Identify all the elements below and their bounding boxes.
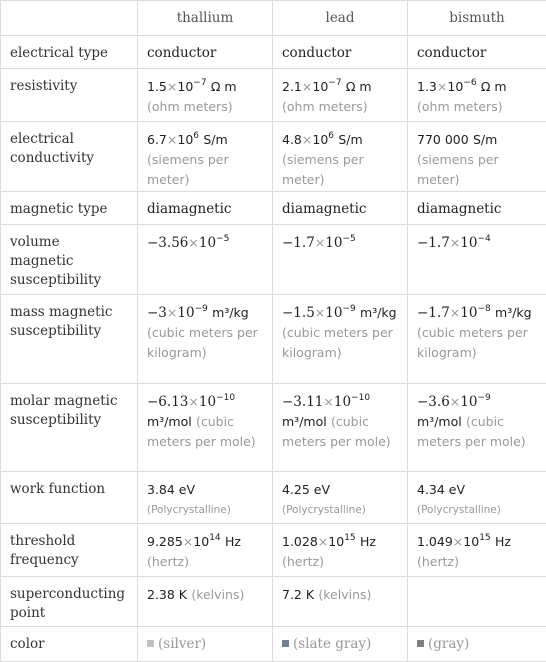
mantissa: −1.7 xyxy=(417,235,450,251)
unit: Hz xyxy=(225,534,241,549)
table-row xyxy=(1,36,546,69)
unit-note: (cubic meters per mole) xyxy=(282,414,391,449)
exponent: −8 xyxy=(477,304,490,314)
value-cell: $-1.5\times 10^{-9}$ m³/kg (cubic meters per kilogram) xyxy=(273,295,408,384)
value-cell xyxy=(408,122,546,192)
mantissa: 1.049 xyxy=(417,534,453,549)
exponent: −5 xyxy=(216,234,229,244)
row-label: electrical type xyxy=(1,36,138,69)
table-row xyxy=(1,384,546,472)
unit-note: (cubic meters per mole) xyxy=(147,414,256,449)
row-label: electrical conductivity xyxy=(1,122,138,192)
value-cell: $-1.7\times 10^{-4}$ xyxy=(408,225,546,295)
mantissa: −1.7 xyxy=(282,235,315,251)
color-name: (slate gray) xyxy=(293,636,371,652)
mantissa: −3 xyxy=(147,305,167,321)
color-swatch xyxy=(417,640,424,647)
mantissa: 1.028 xyxy=(282,534,318,549)
value-cell xyxy=(408,36,546,69)
empty-cell xyxy=(408,577,546,627)
value-cell: $-6.13\times 10^{-10}$ m³/mol (cubic meters per mole) xyxy=(138,384,273,472)
exponent: −9 xyxy=(477,393,490,403)
exponent: 14 xyxy=(209,533,220,543)
exponent: 15 xyxy=(344,533,355,543)
row-label: resistivity xyxy=(1,69,138,122)
value-cell xyxy=(138,577,273,627)
value-cell: $2.1\times 10^{-7}$ Ω m (ohm meters) xyxy=(273,69,408,122)
unit-note: (ohm meters) xyxy=(147,99,233,114)
unit: Ω m xyxy=(211,79,237,94)
value-text: conductor xyxy=(147,45,216,61)
unit-note: (cubic meters per kilogram) xyxy=(147,325,258,360)
exponent: −5 xyxy=(342,234,355,244)
table-row xyxy=(1,577,546,627)
unit: S/m xyxy=(473,132,497,147)
value-cell xyxy=(138,472,273,524)
color-name: (silver) xyxy=(158,636,206,652)
mantissa: 1.5 xyxy=(147,79,167,94)
table-row xyxy=(1,472,546,524)
unit: m³/kg xyxy=(212,305,249,320)
unit-note: (hertz) xyxy=(147,554,189,569)
unit-note: (kelvins) xyxy=(318,587,371,602)
unit: S/m xyxy=(203,132,227,147)
value-text: diamagnetic xyxy=(147,201,232,217)
value-cell: $1.028\times 10^{15}$ Hz (hertz) xyxy=(273,524,408,577)
value-text: 7.2 K xyxy=(282,587,314,602)
mantissa: 1.3 xyxy=(417,79,437,94)
value-text: 4.25 eV xyxy=(282,482,330,497)
unit: m³/kg xyxy=(360,305,397,320)
value-cell xyxy=(273,577,408,627)
unit-note: (ohm meters) xyxy=(282,99,368,114)
mantissa: −3.56 xyxy=(147,235,188,251)
value-cell xyxy=(138,36,273,69)
color-swatch xyxy=(147,640,154,647)
value-cell xyxy=(408,192,546,225)
unit-note: (siemens per meter) xyxy=(147,152,229,187)
value-text: 2.38 K xyxy=(147,587,187,602)
exponent: −7 xyxy=(328,78,341,88)
unit-note: (ohm meters) xyxy=(417,99,503,114)
mantissa: −1.5 xyxy=(282,305,315,321)
value-text: 770 000 xyxy=(417,132,469,147)
row-label: superconducting point xyxy=(1,577,138,627)
column-header: bismuth xyxy=(408,1,546,36)
unit-note: (Polycrystalline) xyxy=(282,504,366,516)
unit-note: (Polycrystalline) xyxy=(417,504,501,516)
unit: Hz xyxy=(360,534,376,549)
unit: Ω m xyxy=(346,79,372,94)
unit-note: (cubic meters per kilogram) xyxy=(417,325,528,360)
value-cell: $9.285\times 10^{14}$ Hz (hertz) xyxy=(138,524,273,577)
table-row xyxy=(1,122,546,192)
mantissa: −3.11 xyxy=(282,394,323,410)
unit-note: (siemens per meter) xyxy=(417,152,499,187)
table-row xyxy=(1,627,546,662)
row-label: mass magnetic susceptibility xyxy=(1,295,138,384)
value-cell xyxy=(273,192,408,225)
value-cell: $-3.11\times 10^{-10}$ m³/mol (cubic meters per mole) xyxy=(273,384,408,472)
exponent: −6 xyxy=(463,78,476,88)
column-header: lead xyxy=(273,1,408,36)
mantissa: −1.7 xyxy=(417,305,450,321)
value-cell xyxy=(408,627,546,662)
unit-note: (Polycrystalline) xyxy=(147,504,231,516)
exponent: −7 xyxy=(193,78,206,88)
mantissa: 9.285 xyxy=(147,534,183,549)
table-row xyxy=(1,524,546,577)
unit: m³/mol xyxy=(282,414,327,429)
value-cell: $1.3\times 10^{-6}$ Ω m (ohm meters) xyxy=(408,69,546,122)
exponent: −4 xyxy=(477,234,490,244)
column-header: thallium xyxy=(138,1,273,36)
unit: m³/kg xyxy=(495,305,532,320)
value-cell xyxy=(273,627,408,662)
exponent: −9 xyxy=(342,304,355,314)
mantissa: 4.8 xyxy=(282,132,302,147)
unit: m³/mol xyxy=(417,414,462,429)
color-name: (gray) xyxy=(428,636,469,652)
mantissa: 2.1 xyxy=(282,79,302,94)
exponent: −10 xyxy=(351,393,370,403)
value-cell: $-3.56\times 10^{-5}$ xyxy=(138,225,273,295)
table-row xyxy=(1,225,546,295)
unit-note: (hertz) xyxy=(282,554,324,569)
value-cell: $-1.7\times 10^{-5}$ xyxy=(273,225,408,295)
mantissa: −3.6 xyxy=(417,394,450,410)
color-swatch xyxy=(282,640,289,647)
corner-cell xyxy=(1,1,138,36)
unit: S/m xyxy=(338,132,362,147)
row-label: magnetic type xyxy=(1,192,138,225)
value-text: 4.34 eV xyxy=(417,482,465,497)
exponent: 15 xyxy=(479,533,490,543)
unit-note: (hertz) xyxy=(417,554,459,569)
table-row xyxy=(1,295,546,384)
row-label: color xyxy=(1,627,138,662)
value-cell: $1.049\times 10^{15}$ Hz (hertz) xyxy=(408,524,546,577)
table-row xyxy=(1,69,546,122)
value-cell xyxy=(273,472,408,524)
row-label: molar magnetic susceptibility xyxy=(1,384,138,472)
row-label: volume magnetic susceptibility xyxy=(1,225,138,295)
exponent: −10 xyxy=(216,393,235,403)
unit: Ω m xyxy=(481,79,507,94)
value-cell: $-1.7\times 10^{-8}$ m³/kg (cubic meters per kilogram) xyxy=(408,295,546,384)
unit-note: (cubic meters per mole) xyxy=(417,414,526,449)
unit-note: (kelvins) xyxy=(191,587,244,602)
unit: m³/mol xyxy=(147,414,192,429)
value-text: diamagnetic xyxy=(417,201,502,217)
row-label: threshold frequency xyxy=(1,524,138,577)
value-cell xyxy=(273,36,408,69)
value-text: conductor xyxy=(417,45,486,61)
value-cell: $-3\times 10^{-9}$ m³/kg (cubic meters per kilogram) xyxy=(138,295,273,384)
exponent: 6 xyxy=(193,131,199,141)
value-cell: $-3.6\times 10^{-9}$ m³/mol (cubic meters per mole) xyxy=(408,384,546,472)
value-cell xyxy=(138,627,273,662)
unit: Hz xyxy=(495,534,511,549)
value-text: diamagnetic xyxy=(282,201,367,217)
exponent: −9 xyxy=(195,304,208,314)
value-cell: $4.8\times 10^6$ S/m (siemens per meter) xyxy=(273,122,408,192)
exponent: 6 xyxy=(328,131,334,141)
table-row xyxy=(1,192,546,225)
value-cell xyxy=(408,472,546,524)
value-cell xyxy=(138,192,273,225)
value-text: conductor xyxy=(282,45,351,61)
value-cell: $6.7\times 10^6$ S/m (siemens per meter) xyxy=(138,122,273,192)
row-label: work function xyxy=(1,472,138,524)
value-cell: $1.5\times 10^{-7}$ Ω m (ohm meters) xyxy=(138,69,273,122)
unit-note: (cubic meters per kilogram) xyxy=(282,325,393,360)
header-row xyxy=(1,1,546,36)
mantissa: −6.13 xyxy=(147,394,188,410)
value-text: 3.84 eV xyxy=(147,482,195,497)
unit-note: (siemens per meter) xyxy=(282,152,364,187)
mantissa: 6.7 xyxy=(147,132,167,147)
